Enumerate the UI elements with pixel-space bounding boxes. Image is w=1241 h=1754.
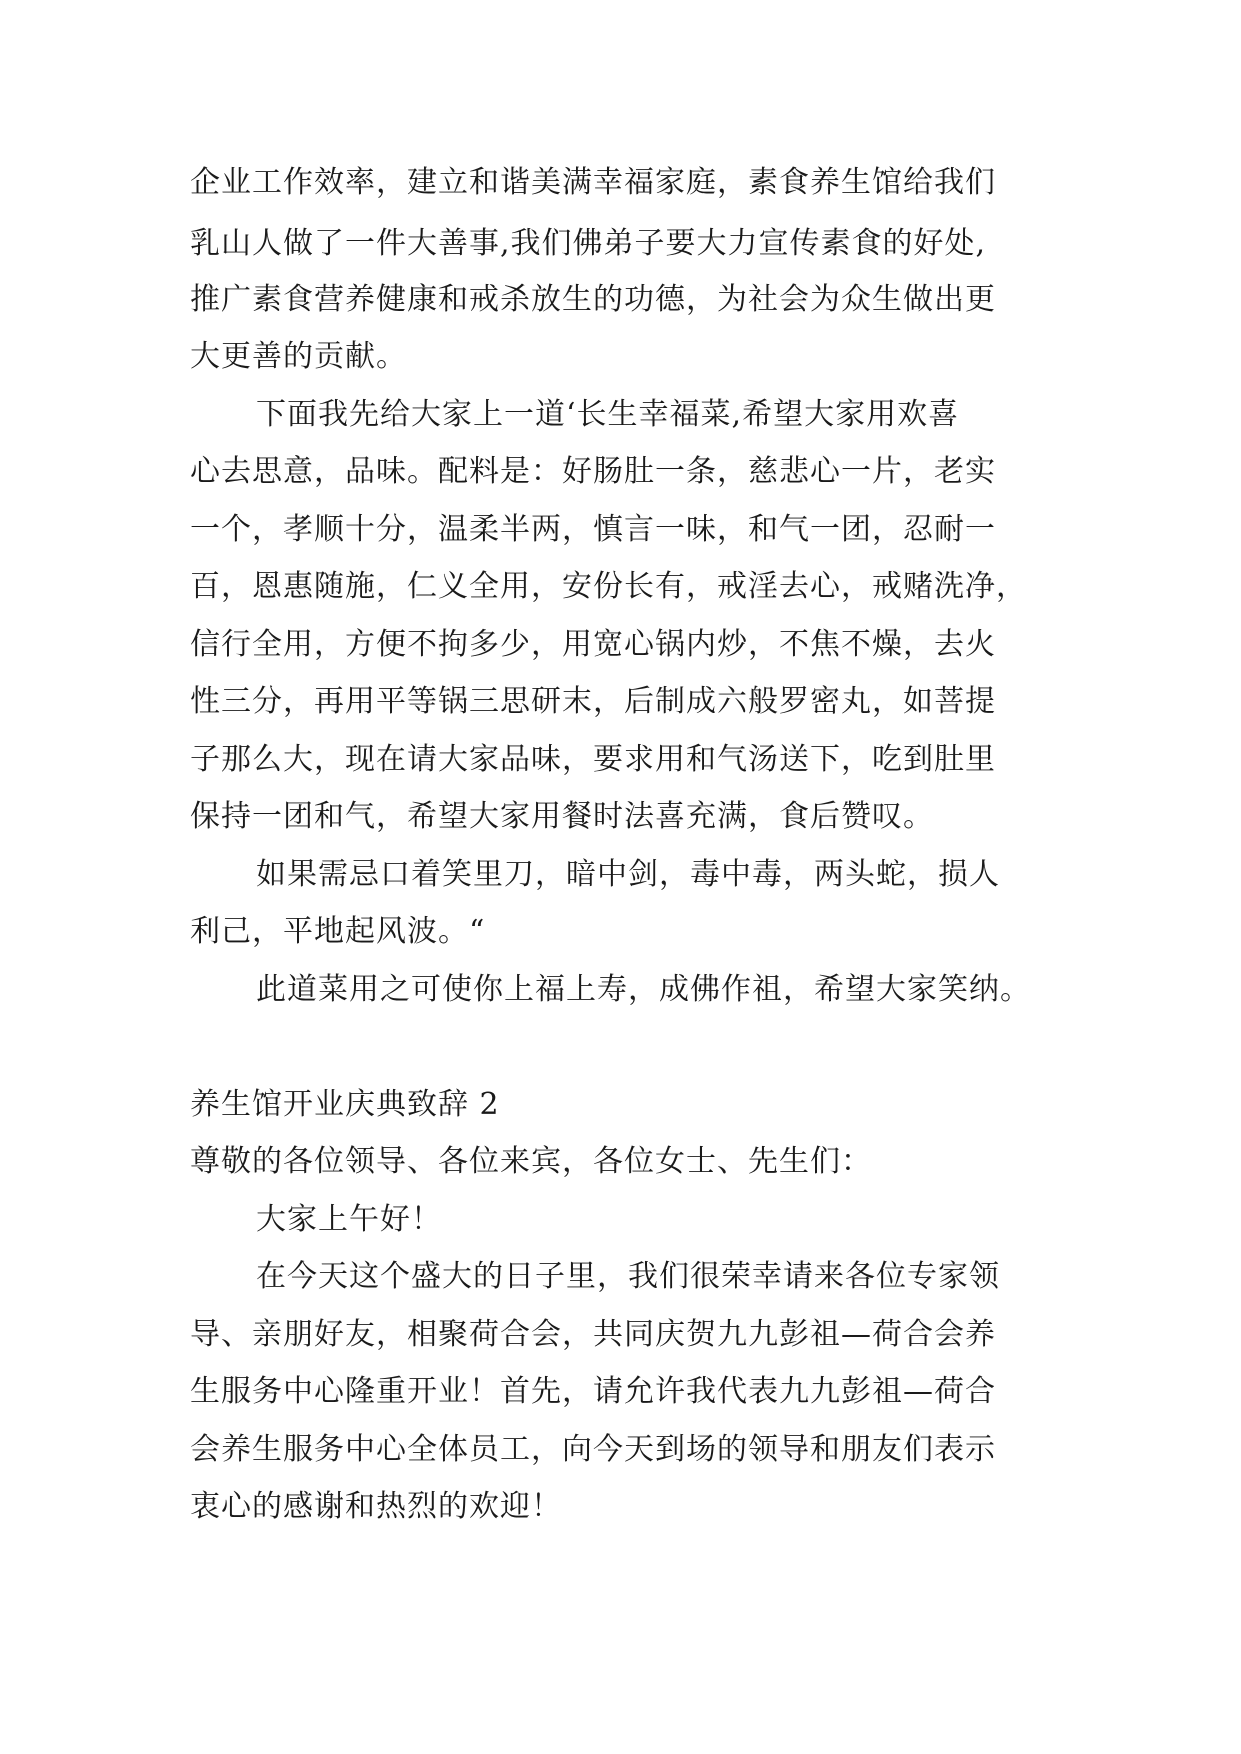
body-text-line: 衷心的感谢和热烈的欢迎！ [190, 1489, 562, 1524]
body-text-line: 生服务中心隆重开业！首先，请允许我代表九九彭祖—荷合 [190, 1374, 996, 1409]
salutation-line: 尊敬的各位领导、各位来宾，各位女士、先生们： [190, 1144, 872, 1179]
body-text-line: 导、亲朋好友，相聚荷合会，共同庆贺九九彭祖—荷合会养 [190, 1317, 996, 1352]
section-heading: 养生馆开业庆典致辞 2 [190, 1087, 500, 1122]
body-text-line: 子那么大，现在请大家品味，要求用和气汤送下，吃到肚里 [190, 742, 996, 777]
body-text-line: 百，恩惠随施，仁义全用，安份长有，戒淫去心，戒赌洗净， [190, 569, 1027, 604]
body-text-line: 乳山人做了一件大善事,我们佛弟子要大力宣传素食的好处, [190, 226, 987, 261]
paragraph-start-line: 如果需忌口着笑里刀，暗中剑，毒中毒，两头蛇，损人 [256, 857, 1000, 892]
body-text-line: 保持一团和气，希望大家用餐时法喜充满，食后赞叹。 [190, 799, 934, 834]
body-text-line: 利己，平地起风波。“ [190, 914, 486, 949]
body-text-line: 企业工作效率，建立和谐美满幸福家庭，素食养生馆给我们 [190, 165, 996, 200]
body-text-line: 心去思意，品味。配料是：好肠肚一条，慈悲心一片，老实 [190, 454, 996, 489]
body-text-line: 大更善的贡献。 [190, 339, 407, 374]
greeting-line: 大家上午好！ [256, 1202, 442, 1237]
body-text-line: 会养生服务中心全体员工，向今天到场的领导和朋友们表示 [190, 1432, 996, 1467]
body-text-line: 一个，孝顺十分，温柔半两，慎言一味，和气一团，忍耐一 [190, 512, 996, 547]
body-text-line: 信行全用，方便不拘多少，用宽心锅内炒，不焦不燥，去火 [190, 627, 996, 662]
body-text-line: 推广素食营养健康和戒杀放生的功德，为社会为众生做出更 [190, 282, 996, 317]
paragraph-start-line: 此道菜用之可使你上福上寿，成佛作祖，希望大家笑纳。 [256, 972, 1031, 1007]
paragraph-start-line: 在今天这个盛大的日子里，我们很荣幸请来各位专家领 [256, 1259, 1000, 1294]
body-text-line: 性三分，再用平等锅三思研末，后制成六般罗密丸，如菩提 [190, 684, 996, 719]
paragraph-start-line: 下面我先给大家上一道‘长生幸福菜,希望大家用欢喜 [256, 397, 960, 432]
